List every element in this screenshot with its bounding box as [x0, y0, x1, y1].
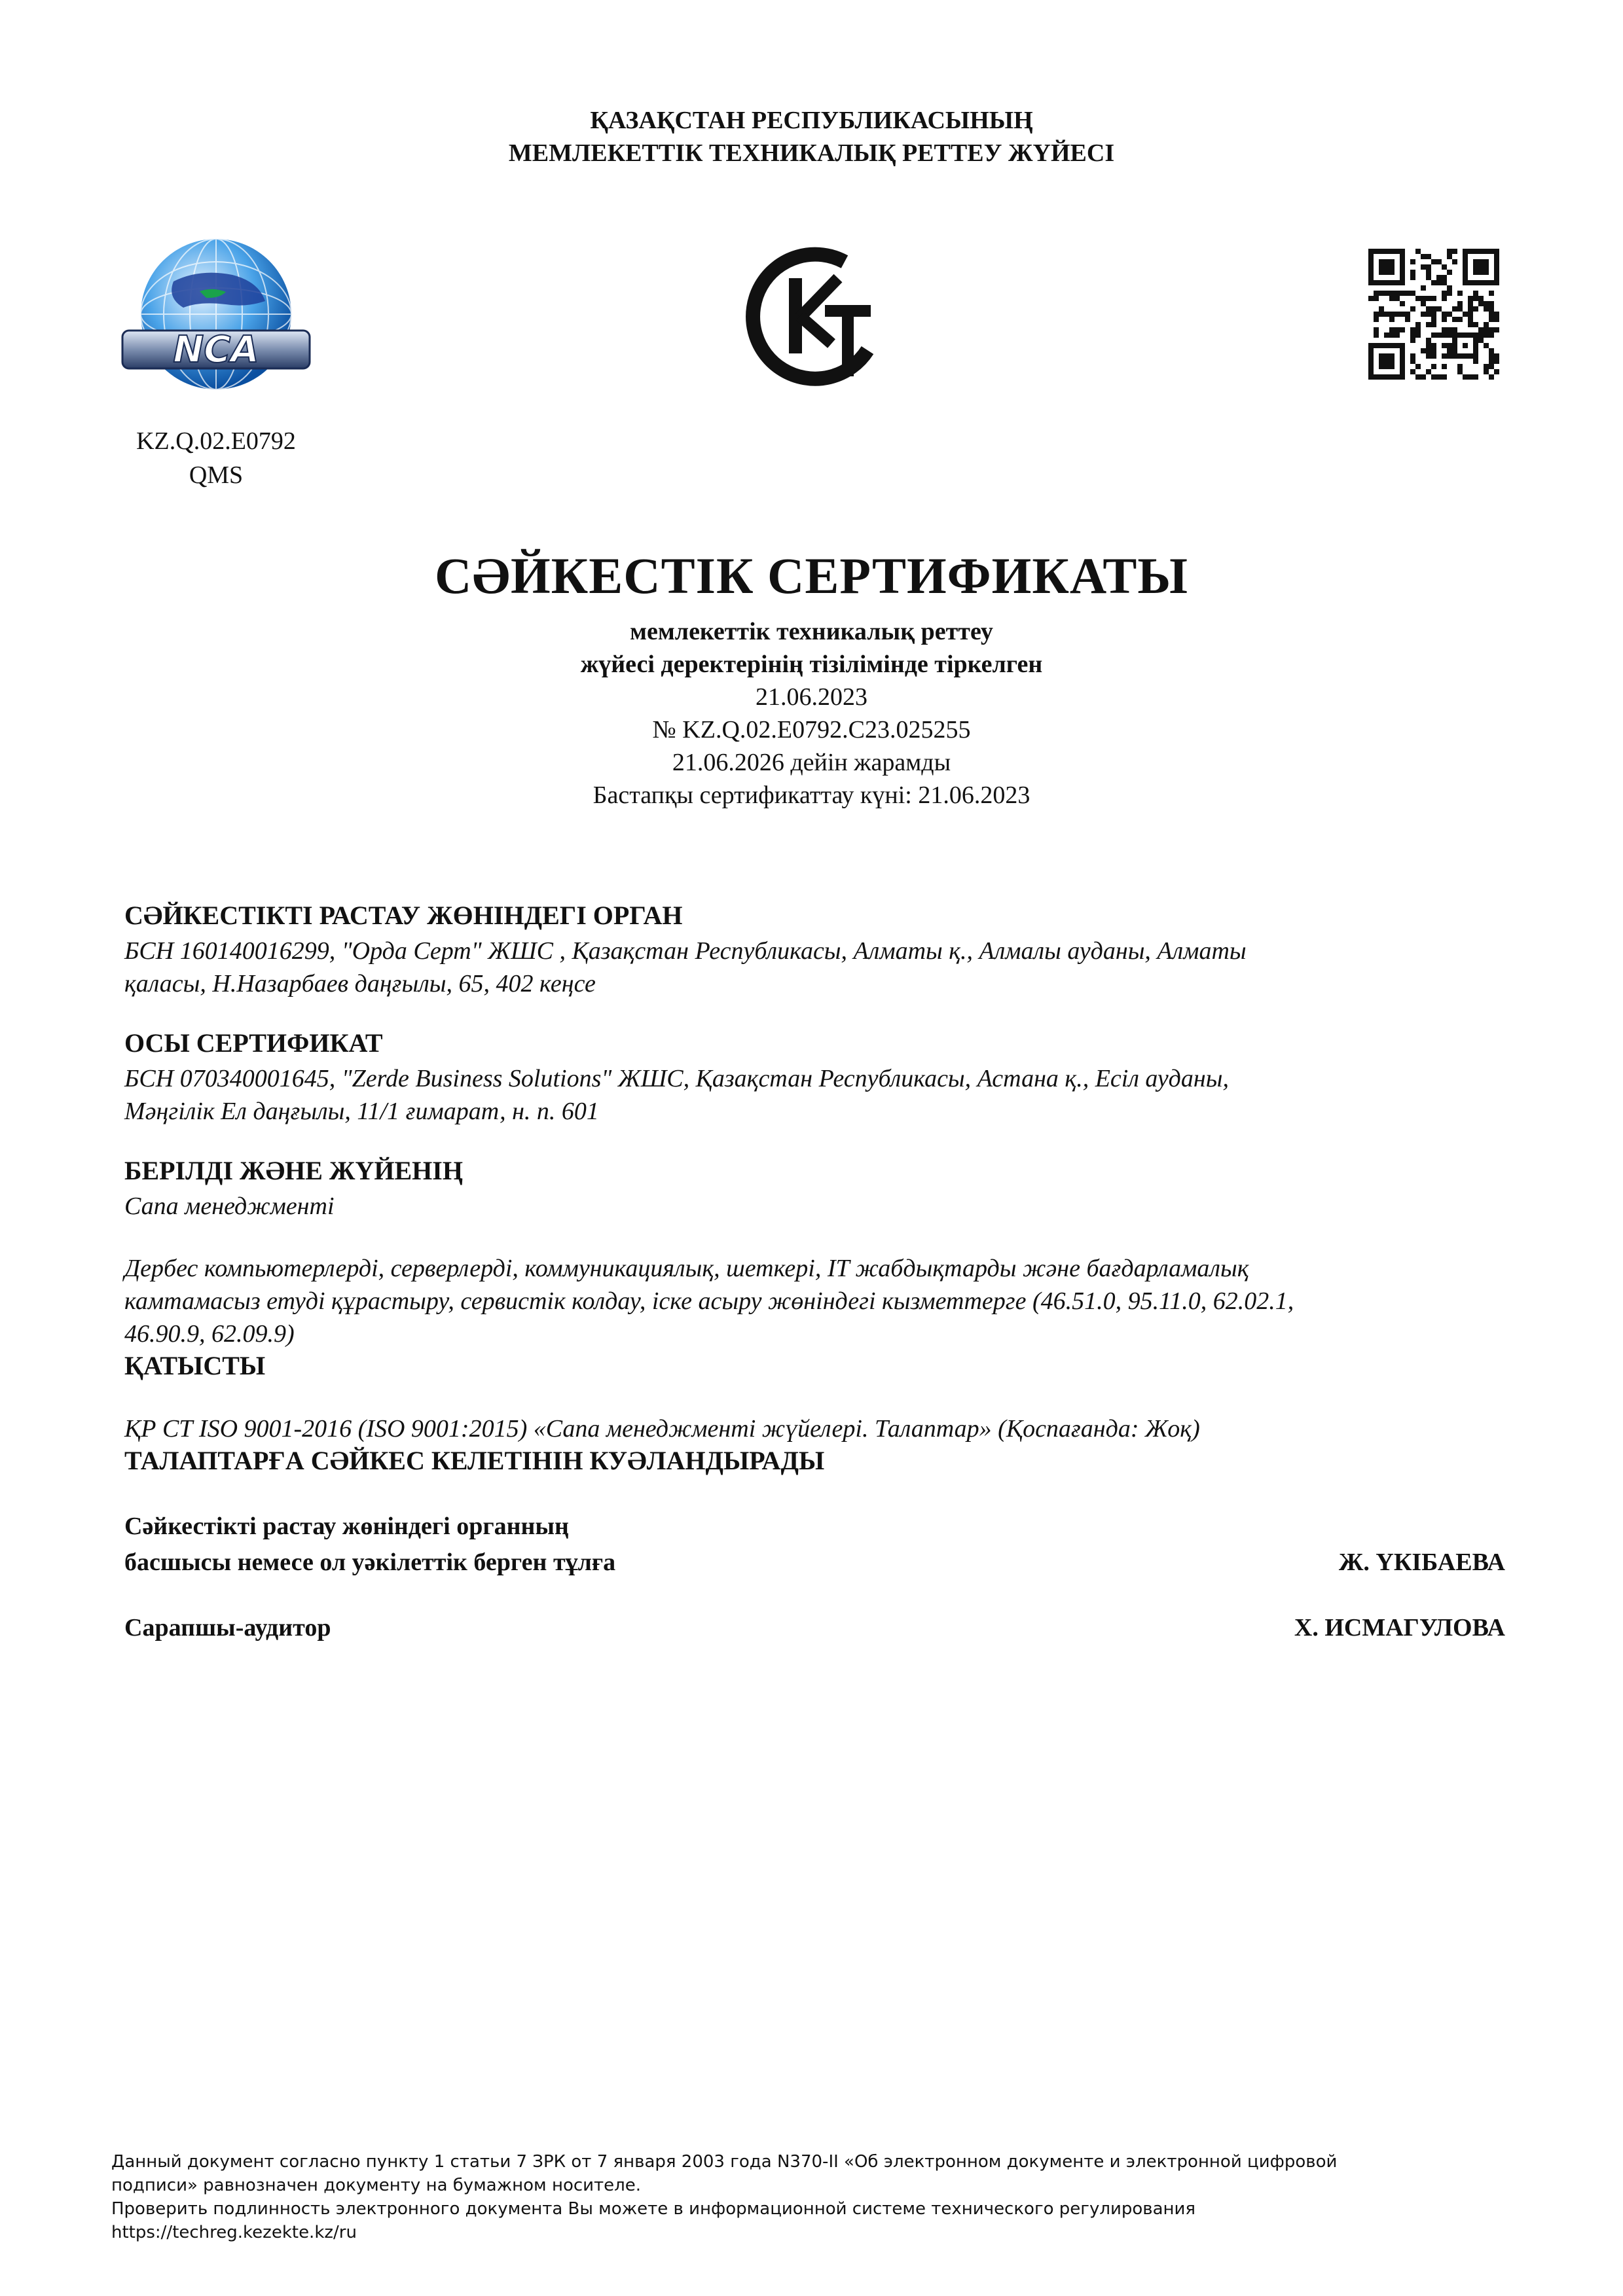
registry-line-2: жүйесі деректерінің тізілімінде тіркелген [580, 651, 1043, 678]
scope-line-3: 46.90.9, 62.09.9) [124, 1320, 295, 1348]
footer-line-2: подписи» равнозначен документу на бумажном носителе. [111, 2176, 642, 2195]
header-line-2: МЕМЛЕКЕТТІК ТЕХНИКАЛЫҚ РЕТТЕУ ЖҮЙЕСІ [508, 139, 1115, 167]
accreditation-type: QMS [189, 461, 244, 489]
head-signatory-label-2: басшысы немесе ол уәкілеттік берген тұлға [124, 1549, 616, 1576]
accreditation-code: KZ.Q.02.E0792 [136, 427, 296, 455]
auditor-name: Х. ИСМАГУЛОВА [1294, 1614, 1505, 1641]
scope-line-1: Дербес компьютерлерді, серверлерді, коммуникациялық, шеткері, IT жабдықтарды және бағдарламалық [124, 1255, 1249, 1282]
holder-line-1: БСН 070340001645, "Zerde Business Solutions" ЖШС, Қазақстан Республикасы, Астана қ., Есіл ауданы, [124, 1065, 1229, 1092]
system-type: Сапа менеджменті [124, 1193, 335, 1220]
nca-emblem-text: NCA [173, 329, 259, 371]
auditor-label: Сарапшы-аудитор [124, 1614, 331, 1641]
conformity-statement: ТАЛАПТАРҒА СӘЙКЕС КЕЛЕТІНІН КУӘЛАНДЫРАДЫ [124, 1446, 825, 1475]
certificate-title: СӘЙКЕСТІК СЕРТИФИКАТЫ [435, 547, 1188, 604]
certification-body-line-1: БСН 160140016299, "Орда Серт" ЖШС , Қазақстан Республикасы, Алматы қ., Алмалы ауданы, Алматы [124, 937, 1247, 965]
footer-line-1: Данный документ согласно пункту 1 статьи 7 ЗРК от 7 января 2003 года N370-II «Об электронном документе и электронной цифровой [111, 2152, 1338, 2172]
registration-date: 21.06.2023 [756, 683, 867, 711]
system-heading: БЕРІЛДІ ЖӘНЕ ЖҮЙЕНІҢ [124, 1156, 463, 1185]
standard-text: ҚР СТ ISO 9001-2016 (ISO 9001:2015) «Сапа менеджменті жүйелері. Талаптар» (Қоспағанда: Жоқ) [124, 1415, 1200, 1443]
scope-line-2: камтамасыз етуді құрастыру, сервистік колдау, іске асыру жөніндегі кызметтерге (46.51.0, 95.11.0, 62.02.1, [124, 1287, 1294, 1315]
header-line-1: ҚАЗАҚСТАН РЕСПУБЛИКАСЫНЫҢ [590, 107, 1033, 134]
related-heading: ҚАТЫСТЫ [124, 1351, 266, 1380]
qr-code-icon [1368, 249, 1499, 380]
head-signatory-name: Ж. ҮКІБАЕВА [1338, 1549, 1505, 1576]
initial-certification-date: Бастапқы сертификаттау күні: 21.06.2023 [593, 781, 1030, 809]
certification-body-heading: СӘЙКЕСТІКТІ РАСТАУ ЖӨНІНДЕГІ ОРГАН [124, 901, 683, 930]
footer-line-3: Проверить подлинность электронного документа Вы можете в информационной системе технического регулирования [111, 2199, 1196, 2219]
nca-emblem-icon [121, 236, 311, 399]
kt-conformity-mark-icon [740, 239, 890, 389]
certificate-number: № KZ.Q.02.E0792.C23.025255 [652, 716, 971, 744]
certification-body-line-2: қаласы, Н.Назарбаев даңғылы, 65, 402 кеңсе [124, 970, 596, 997]
valid-until: 21.06.2026 дейін жарамды [672, 749, 951, 776]
registry-line-1: мемлекеттік техникалық реттеу [630, 618, 993, 645]
footer-verification-link[interactable]: https://techreg.kezekte.kz/ru [111, 2223, 357, 2242]
holder-line-2: Мәңгілік Ел даңғылы, 11/1 ғимарат, н. п. 601 [124, 1098, 599, 1125]
head-signatory-label-1: Сәйкестікті растау жөніндегі органның [124, 1513, 569, 1540]
holder-heading: ОСЫ СЕРТИФИКАТ [124, 1028, 383, 1058]
